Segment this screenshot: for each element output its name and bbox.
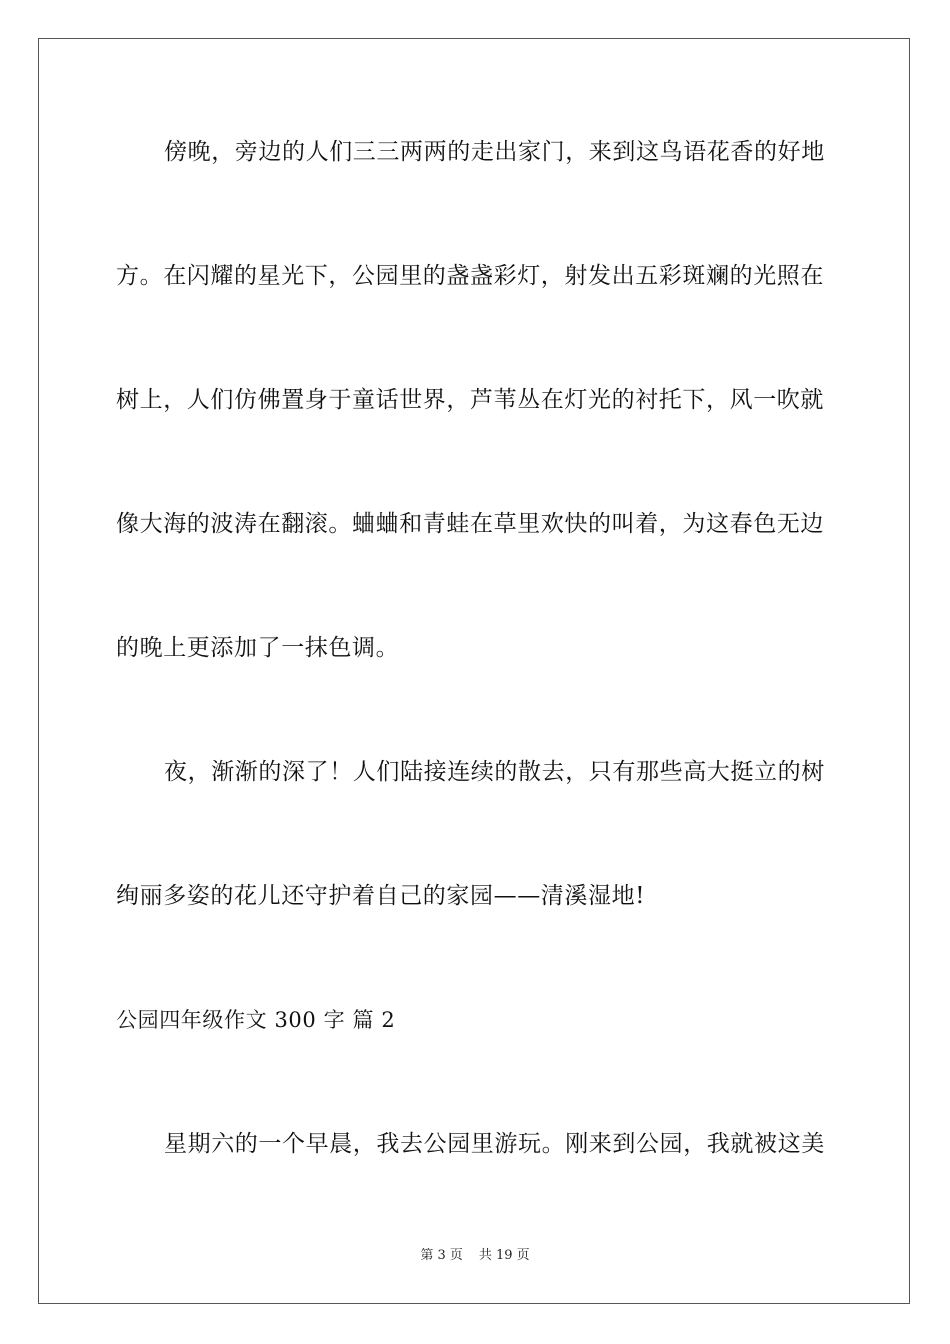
paragraph-line: 树上，人们仿佛置身于童话世界，芦苇丛在灯光的衬托下，风一吹就 [116,387,824,413]
paragraph-line: 的晚上更添加了一抹色调。 [116,635,400,661]
paragraph-line: 傍晚，旁边的人们三三两两的走出家门，来到这鸟语花香的好地 [164,139,825,165]
page-border [38,38,910,1304]
section-heading: 公园四年级作文 300 字 篇 2 [116,1008,396,1032]
paragraph-line: 像大海的波涛在翻滚。蛐蛐和青蛙在草里欢快的叫着，为这春色无边 [116,511,824,537]
paragraph-line: 绚丽多姿的花儿还守护着自己的家园——清溪湿地! [116,883,646,909]
paragraph-line: 方。在闪耀的星光下，公园里的盏盏彩灯，射发出五彩斑斓的光照在 [116,263,824,289]
page-number: 第 3 页 [420,1248,463,1263]
page-footer [0,1247,950,1265]
page-total: 共 19 页 [478,1248,530,1263]
paragraph-line: 星期六的一个早晨，我去公园里游玩。刚来到公园，我就被这美 [164,1131,825,1157]
paragraph-line: 夜，渐渐的深了！人们陆接连续的散去，只有那些高大挺立的树 [164,759,825,785]
